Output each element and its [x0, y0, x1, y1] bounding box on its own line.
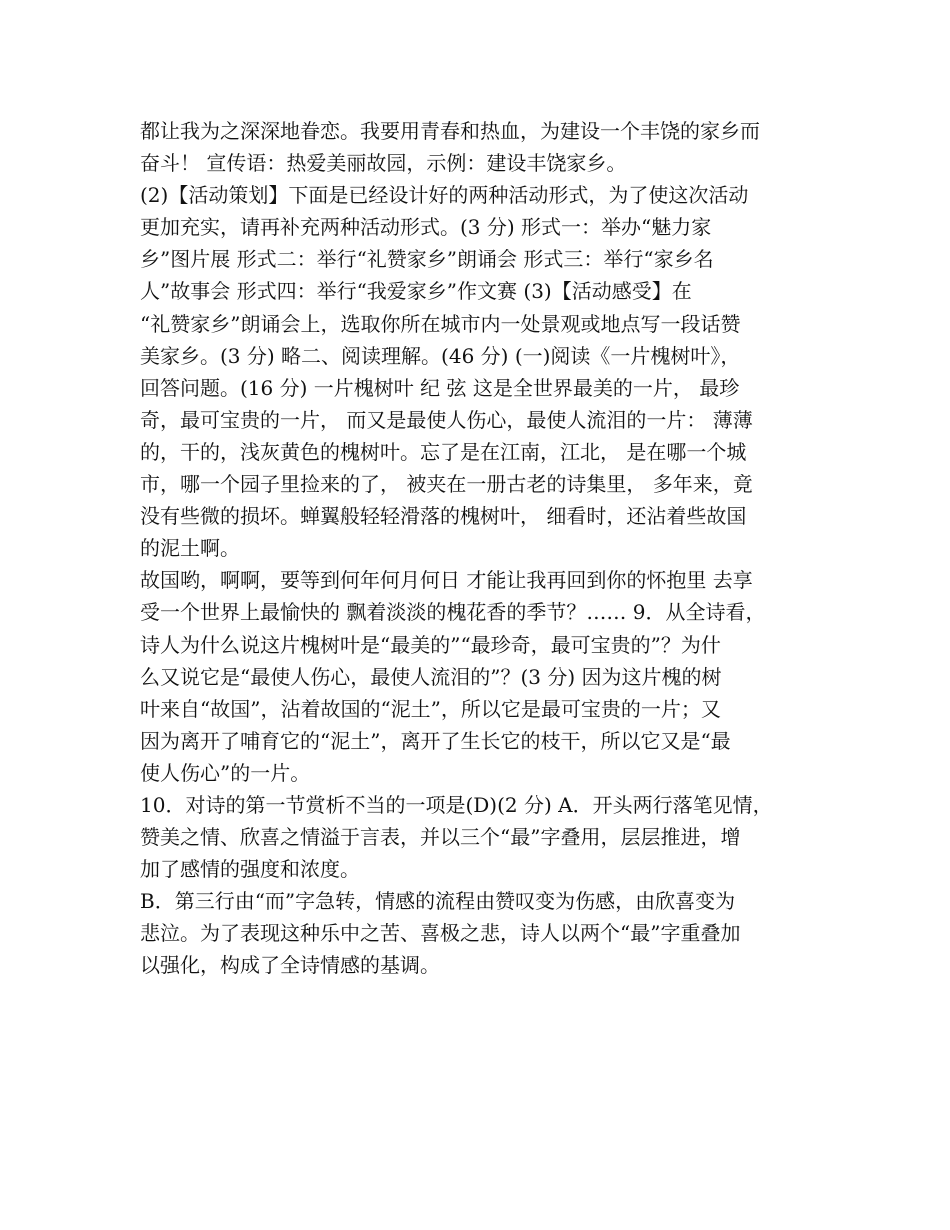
text-line: 因为离开了哺育它的“泥土”，离开了生长它的枝干，所以它又是“最 [140, 728, 731, 753]
text-line: 10．对诗的第一节赏析不当的一项是(D)(2 分) A．开头两行落笔见情， [140, 792, 773, 817]
text-line: 奋斗！ 宣传语：热爱美丽故园，示例：建设丰饶家乡。 [140, 151, 627, 176]
text-line: 都让我为之深深地眷恋。我要用青春和热血，为建设一个丰饶的家乡而 [140, 119, 760, 143]
text-line: 回答问题。(16 分) 一片槐树叶 纪 弦 这是全世界最美的一片， 最珍 [140, 375, 740, 400]
text-line: 叶来自“故国”，沾着故国的“泥土”，所以它是最可宝贵的一片；又 [140, 696, 721, 721]
text-line: 诗人为什么说这片槐树叶是“最美的”“最珍奇，最可宝贵的”？为什 [140, 632, 721, 657]
text-line: 乡”图片展 形式二：举行“礼赞家乡”朗诵会 形式三：举行“家乡名 [140, 247, 714, 272]
text-line: 以强化，构成了全诗情感的基调。 [140, 953, 440, 978]
text-line: 加了感情的强度和浓度。 [140, 857, 360, 882]
text-line: 使人伤心”的一片。 [140, 760, 311, 785]
text-line: 美家乡。(3 分) 略二、阅读理解。(46 分) (一)阅读《一片槐树叶》， [140, 343, 741, 368]
text-line: (2)【活动策划】下面是已经设计好的两种活动形式，为了使这次活动 [140, 183, 749, 208]
text-line: “礼赞家乡”朗诵会上，选取你所在城市内一处景观或地点写一段话赞 [140, 311, 741, 336]
text-line: 赞美之情、欣喜之情溢于言表，并以三个“最”字叠用，层层推进，增 [140, 825, 741, 850]
text-line: B．第三行由“而”字急转，情感的流程由赞叹变为伤感，由欣喜变为 [140, 889, 736, 914]
text-line: 没有些微的损坏。蝉翼般轻轻滑落的槐树叶， 细看时，还沾着些故国 [140, 504, 747, 529]
document-body [140, 115, 820, 982]
text-line: 的泥土啊。 [140, 536, 240, 561]
text-line: 的，干的，浅灰黄色的槐树叶。忘了是在江南，江北， 是在哪一个城 [140, 439, 747, 464]
text-line: 更加充实，请再补充两种活动形式。(3 分) 形式一：举办“魅力家 [140, 215, 712, 240]
text-line: 奇，最可宝贵的一片， 而又是最使人伤心，最使人流泪的一片： 薄薄 [140, 407, 753, 432]
text-line: 受一个世界上最愉快的 飘着淡淡的槐花香的季节？…… 9．从全诗看， [140, 600, 766, 625]
text-line: 故国哟，啊啊，要等到何年何月何日 才能让我再回到你的怀抱里 去享 [140, 568, 753, 593]
text-line: 人”故事会 形式四：举行“我爱家乡”作文赛 (3)【活动感受】在 [140, 279, 692, 304]
text-line: 么又说它是“最使人伤心，最使人流泪的”？(3 分) 因为这片槐的树 [140, 664, 722, 689]
text-line: 悲泣。为了表现这种乐中之苦、喜极之悲，诗人以两个“最”字重叠加 [140, 921, 741, 946]
text-line: 市，哪一个园子里捡来的了， 被夹在一册古老的诗集里， 多年来，竟 [140, 472, 753, 497]
